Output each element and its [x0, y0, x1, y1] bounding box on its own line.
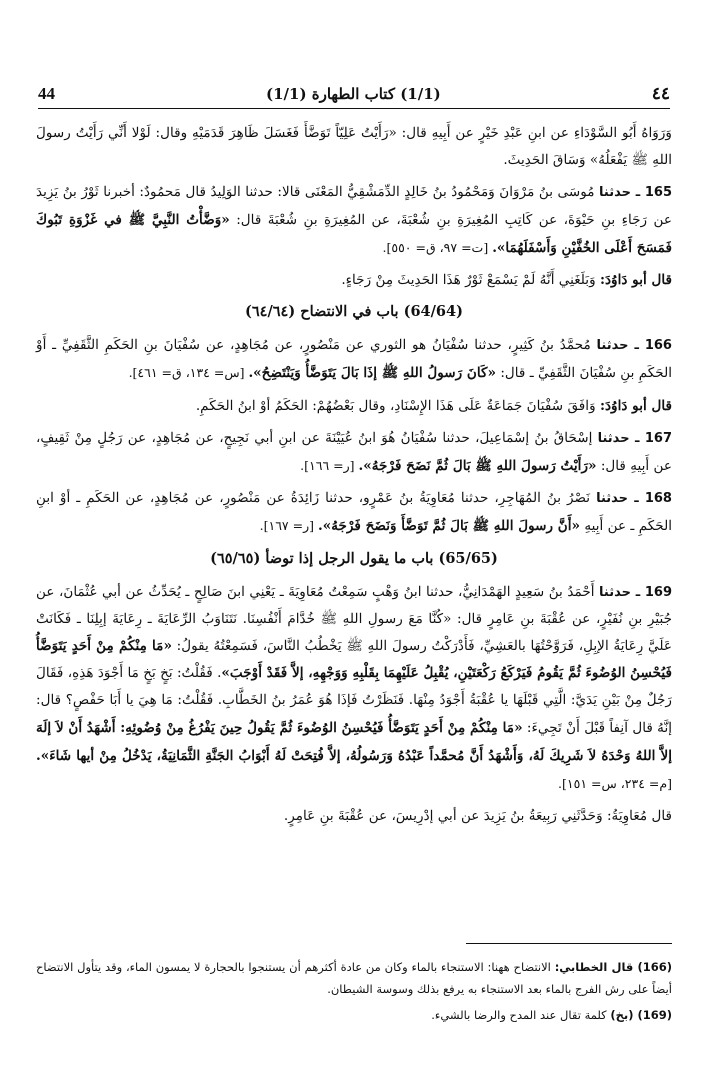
- matn-text: «رَأَيْتُ رَسولَ اللهِ ﷺ بَالَ ثُمَّ نَضَحَ فَرْجَهُ».: [358, 458, 597, 475]
- abu-dawud-note-2: [36, 393, 672, 420]
- paragraph-narration: [36, 120, 672, 174]
- running-title: (1/1) كتاب الطهارة (1/1): [265, 85, 441, 103]
- note-text: وَبَلَغَنِي أَنَّهُ لَمْ يَسْمَعْ ثَوْرٌ هَذَا الحَدِيثَ مِنْ رَجَاءٍ.: [341, 272, 600, 289]
- hadith-number: 166 ـ حدثنا: [596, 338, 672, 354]
- footnote-text: الانتضاح ههنا: الاستنجاء بالماء وكان من عادة أكثرهم أن يستنجوا بالحجارة لا يمسون الماء، وقد يتأول الانتضاح أيضاً على رش الفرج بالماء بعد الاستنجاء به يرفع بذلك وسوسة الشيطان.: [36, 960, 672, 996]
- closing-narration: [36, 803, 672, 830]
- page-number-arabic: ٤٤: [651, 84, 670, 104]
- matn-text: «مَا مِنْكُمْ مِنْ أَحَدٍ يَتَوَضَّأُ فَيُحْسِنُ الوُضُوءَ ثُمَّ يَقُومُ فَيَرْكَعُ رَكْعَتَيْنِ، يُقْبِلُ عَلَيْهِمَا بِقَلْبِهِ وَوَجْهِهِ، إلاَّ فَقَدْ أَوْجَبَ»: [36, 638, 672, 682]
- page-header: [38, 80, 670, 109]
- note-label: قال أبو دَاوُدَ:: [599, 397, 672, 414]
- isnad-text: إسْحَاقُ بنُ إسْمَاعِيلَ، حدثنا سُفْيَانُ هُوَ ابنُ عُيَيْنَةَ عن ابنِ أبي نَجِيحٍ، عن مُجَاهِدٍ، عن رَجُلٍ مِنْ ثَقِيفٍ، عن أَبِيهِ قال:: [36, 429, 672, 475]
- hadith-number: 168 ـ حدثنا: [596, 491, 672, 507]
- footnote-169: [36, 1004, 672, 1026]
- main-text: [36, 120, 672, 830]
- hadith-167: [36, 425, 672, 480]
- chapter-heading-64: (64/64) باب في الانتضاح (٦٤/٦٤): [245, 303, 463, 321]
- hadith-number: 169 ـ حدثنا: [599, 584, 672, 600]
- isnad-text: مُحمَّدُ بنُ كَثِيرٍ، حدثنا سُفْيَانُ هو الثوري عن مَنْصُورٍ، عن مُجَاهِدٍ، عن سُفْيَانَ بنِ الحَكَمِ الثَّقَفِيِّ ـ أَوْ الحَكَمِ بنِ سُفْيَانَ الثَّقَفِيِّ ـ قال:: [36, 337, 672, 382]
- footnotes: [36, 956, 672, 1030]
- chapter-heading-65: (65/65) باب ما يقول الرجل إذا توضأ (٦٥/٦٥): [210, 549, 498, 567]
- hadith-165: [36, 179, 672, 262]
- matn-text: «كَانَ رَسولُ اللهِ ﷺ إذَا بَالَ يَتَوَضَّأُ وَيَنْتَضِحُ».: [248, 365, 497, 382]
- matn-text: «أَنَّ رسولَ اللهِ ﷺ بَالَ ثُمَّ تَوَضَّأَ وَنَضَحَ فَرْجَهُ».: [318, 518, 581, 535]
- footnote-166: [36, 956, 672, 1000]
- note-label: قال أبو دَاوُدَ:: [599, 272, 672, 289]
- narration-text: وَرَوَاهُ أَبُو السَّوْدَاءِ عن ابنِ عَبْدِ خَيْرٍ عن أَبِيهِ قال: «رَأَيْتُ عَلِيّاً تَوَضَّأَ فَغَسَلَ ظَاهِرَ قَدَمَيْهِ وقال: لَوْلا أَنِّي رَأَيْتُ رسولَ اللهِ ﷺ يَفْعَلُهُ» وَسَاقَ الحَدِيثَ.: [36, 125, 672, 169]
- isnad-text: أَحْمَدُ بنُ سَعِيدٍ الهَمْدَانِيُّ، حدثنا ابنُ وَهْبٍ سَمِعْتُ مُعَاوِيَةَ ـ يَعْنِي ابنَ صَالِحٍ ـ يُحَدِّثُ عن أبي عُثْمَانَ، عن جُبَيْرِ بنِ نُفَيْرٍ، عن عُقْبَةَ بنِ عَامِرٍ قال: «كُنَّا مَعَ رسولِ اللهِ ﷺ خُدَّامَ أَنْفُسِنَا. نَتَنَاوَبُ الرِّعَايَةَ ـ رِعَايَةَ إبِلِنَا ـ فَكَانَتْ عَلَيَّ رِعَايَةُ الإبِلِ، فَرَوَّحْتُهَا بالعَشِيِّ، فَأَدْرَكْتُ رسولَ اللهِ ﷺ يَخْطُبُ النَّاسَ، فَسَمِعْتُهُ يقولُ:: [36, 583, 673, 655]
- isnad-text: مُوسَى بنُ مَرْوَانَ وَمَحْمُودُ بنُ خَالِدٍ الدِّمَشْقِيُّ المَعْنَى قالا: حدثنا الوَلِيدُ قال مَحمُودٌ: أخبرنا ثَوْرُ بنُ يَزِيدَ عن رَجَاءِ بنِ حَيْوَةَ، عن كَاتِبِ المُغِيرَةِ بنِ شُعْبَةَ، عن المُغِيرَةِ بنِ شُعْبَةَ قال:: [36, 184, 672, 228]
- cross-reference: [ر= ١٦٦].: [300, 458, 359, 474]
- cross-reference: [م= ٢٣٤، س= ١٥١].: [558, 776, 672, 792]
- page-number-latin: 44: [38, 84, 55, 103]
- note-text: وَافَقَ سُفْيَانَ جَمَاعَةٌ عَلَى هَذَا الإِسْنَادِ، وقال بَعْضُهُمْ: الحَكَمُ أوْ ابنُ الحَكَمِ.: [195, 397, 600, 414]
- abu-dawud-note-1: [36, 267, 672, 294]
- isnad-text: نَصْرُ بنُ المُهَاجِرِ، حدثنا مُعَاوِيَةُ بنُ عَمْرٍو، حدثنا زَائِدَةُ عن مَنْصُورٍ، عن مُجَاهِدٍ، عن الحَكَمِ ـ أوْ ابنِ الحَكَمِ ـ عن أَبِيهِ: [36, 490, 672, 535]
- cross-reference: [ت= ٩٧، ق= ٥٥٠].: [382, 239, 493, 255]
- footnote-label: (166) قال الخطابي:: [554, 960, 672, 974]
- footnote-text: كلمة تقال عند المدح والرضا بالشيء.: [431, 1008, 611, 1022]
- hadith-number: 167 ـ حدثنا: [597, 430, 672, 446]
- cross-reference: [ر= ١٦٧].: [259, 518, 318, 534]
- footnote-divider: [466, 943, 672, 944]
- hadith-169: [36, 579, 672, 799]
- footnote-label: (169) (بخ): [610, 1008, 672, 1022]
- matn-text-2: «مَا مِنْكُمْ مِنْ أَحَدٍ يَتَوَضَّأُ فَيُحْسِنُ الوُضُوءَ ثُمَّ يَقُولُ حِينَ يَفْرُغُ مِنْ وُضُوئِهِ: أَشْهَدُ أَنْ لاَ إلَهَ إلاَّ اللهُ وَحْدَهُ لاَ شَرِيكَ لَهُ، وَأَشْهَدُ أَنَّ مُحمَّداً عَبْدُهُ وَرَسُولُهُ، إلاَّ فُتِحَتْ لَهُ أَبْوَابُ الجَنَّةِ الثَّمَانِيَةُ، يَدْخُلُ مِنْ أيها شَاءَ».: [36, 719, 672, 764]
- cross-reference: [س= ١٣٤، ق= ٤٦١].: [128, 365, 249, 381]
- hadith-166: [36, 332, 672, 387]
- matn-text: «وَضَّأْتُ النَّبِيَّ ﷺ في غَزْوَةِ تَبُوكَ فَمَسَحَ أَعْلَى الخُفَّيْنِ وَأَسْفَلَهُمَا».: [36, 211, 672, 256]
- closing-text: قال مُعَاوِيَةُ: وَحَدَّثَنِي رَبِيعَةُ بنُ يَزِيدَ عن أبي إدْرِيسَ، عن عُقْبَةَ بنِ عَامِرٍ.: [283, 808, 672, 825]
- hadith-number: 165 ـ حدثنا: [599, 185, 672, 201]
- narrative-text: . فَقُلْتُ: بَخٍ بَخٍ مَا أَجْوَدَ هَذِهِ، فَقَالَ رَجُلٌ مِنْ بَيْنِ يَدَيَّ: الَّتِي قَبْلَهَا يا عُقْبَةُ أَجْوَدُ مِنْهَا. فَنَظَرْتُ فَإذَا هُوَ عُمَرُ بنُ الخَطَّابِ. فَقُلْتُ: مَا هِيَ يا أَبَا حَفْصٍ؟ قال: إنَّهُ قال آنِفاً قَبْلَ أَنْ تَجِيءَ:: [36, 665, 673, 736]
- hadith-168: [36, 485, 672, 540]
